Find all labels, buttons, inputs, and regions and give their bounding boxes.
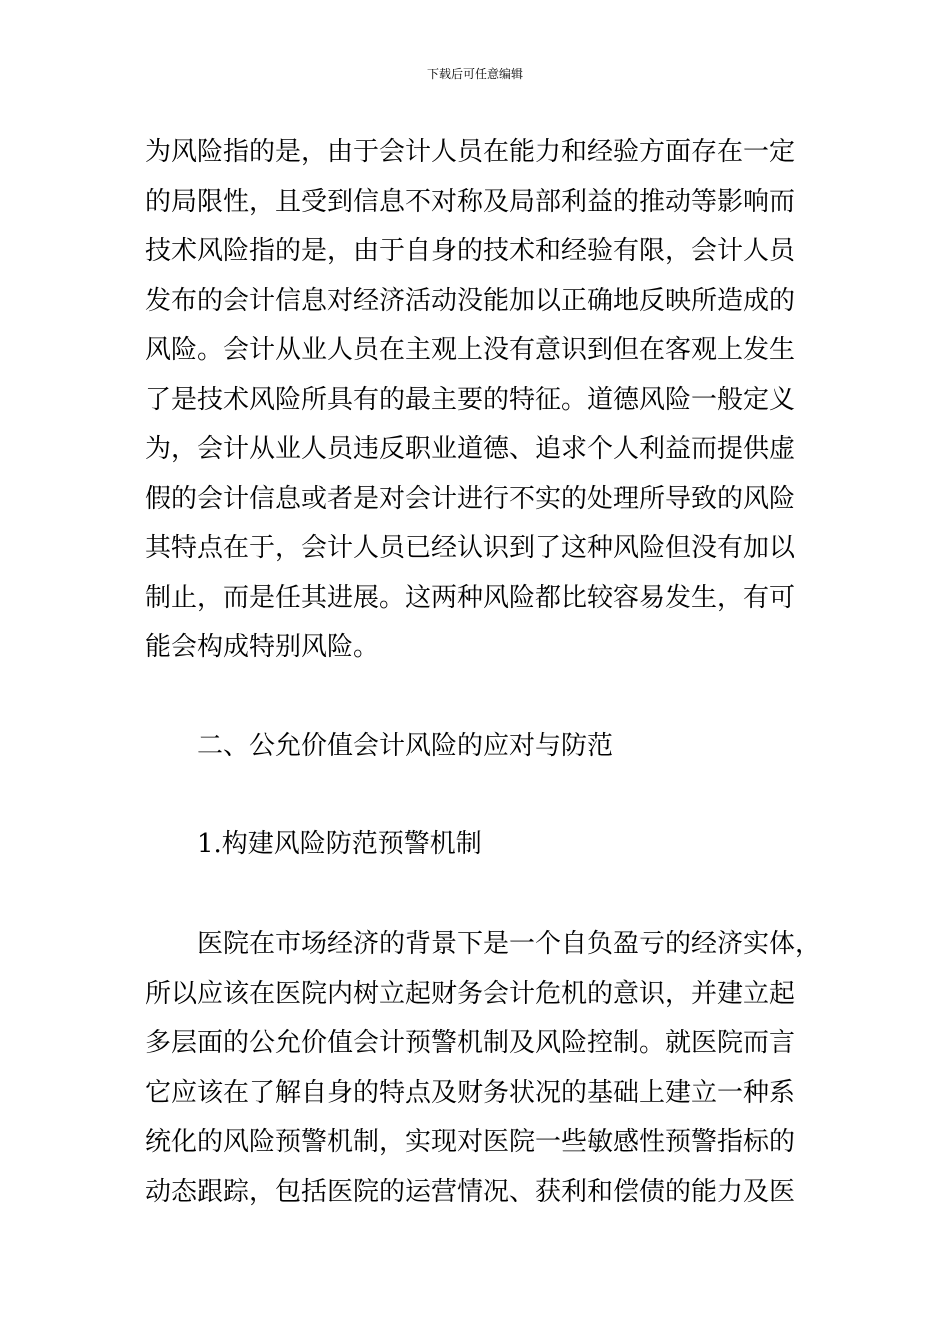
text-line: 为，会计从业人员违反职业道德、追求个人利益而提供虚 — [145, 434, 796, 464]
text-line: 统化的风险预警机制，实现对医院一些敏感性预警指标的 — [145, 1127, 796, 1157]
text-line: 所以应该在医院内树立起财务会计危机的意识，并建立起 — [145, 978, 796, 1009]
body-paragraph-1 — [145, 128, 815, 673]
text-line: 的局限性，且受到信息不对称及局部利益的推动等影响而 — [145, 186, 796, 217]
text-line: 了是技术风险所具有的最主要的特征。道德风险一般定义 — [145, 384, 796, 415]
text-line: 假的会计信息或者是对会计进行不实的处理所导致的风险 — [145, 483, 796, 514]
text-line: 动态跟踪，包括医院的运营情况、获利和偿债的能力及医 — [145, 1176, 796, 1207]
page-header-note: 下载后可任意编辑 — [426, 67, 523, 81]
body-paragraph-2 — [145, 920, 822, 1217]
text-line: 其特点在于，会计人员已经认识到了这种风险但没有加以 — [145, 533, 796, 563]
text-line: 技术风险指的是，由于自身的技术和经验有限，会计人员 — [145, 236, 796, 266]
subsection-heading — [197, 820, 867, 870]
text-line: 制止，而是任其进展。这两种风险都比较容易发生，有可 — [145, 582, 796, 613]
section-heading — [197, 722, 867, 772]
subsection-heading-text: 1.构建风险防范预警机制 — [197, 829, 482, 859]
text-line: 多层面的公允价值会计预警机制及风险控制。就医院而言 — [145, 1028, 796, 1058]
text-line: 为风险指的是，由于会计人员在能力和经验方面存在一定 — [145, 137, 796, 167]
text-line: 它应该在了解自身的特点及财务状况的基础上建立一种系 — [145, 1077, 796, 1108]
text-line: 能会构成特别风险。 — [145, 632, 380, 662]
text-line: 风险。会计从业人员在主观上没有意识到但在客观上发生 — [145, 335, 796, 365]
section-heading-text: 二、公允价值会计风险的应对与防范 — [197, 731, 614, 761]
text-line: 医院在市场经济的背景下是一个自负盈亏的经济实体， — [145, 929, 822, 959]
text-line: 发布的会计信息对经济活动没能加以正确地反映所造成的 — [145, 285, 796, 316]
